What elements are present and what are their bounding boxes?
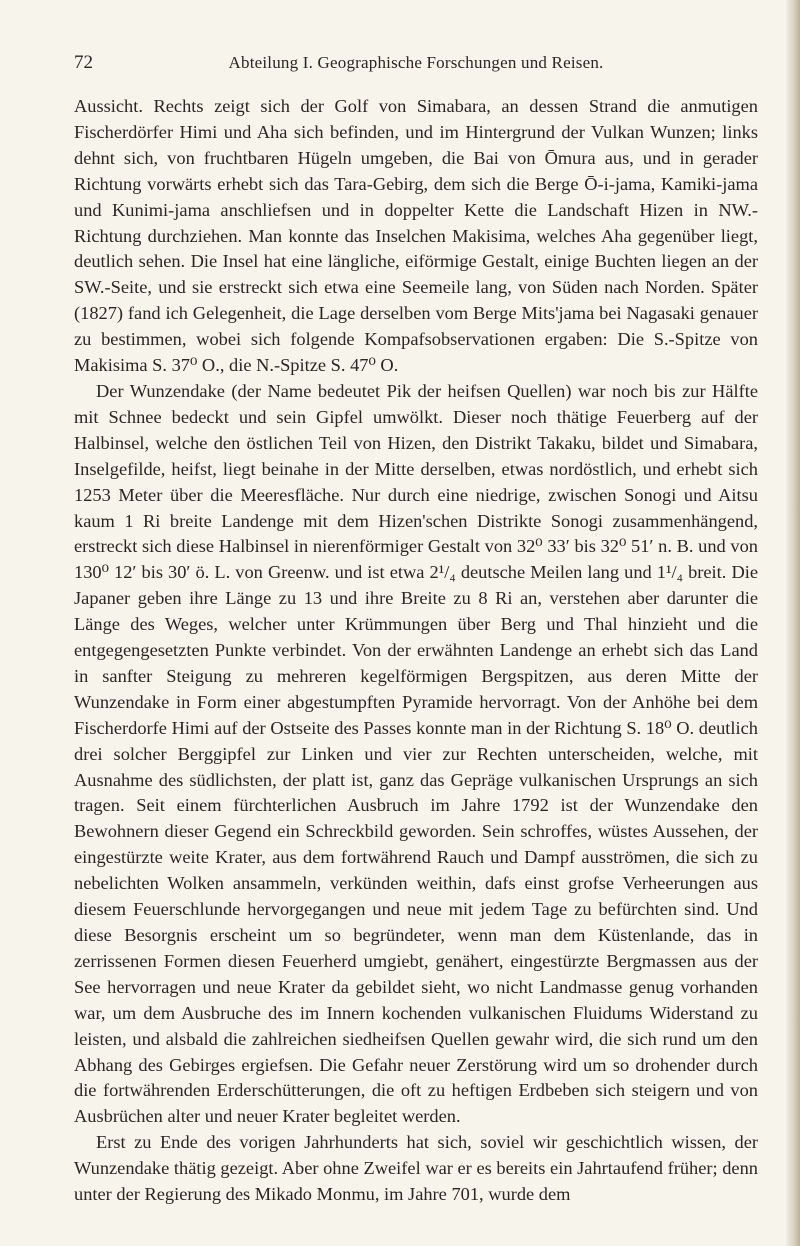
paragraph-continued: Aussicht. Rechts zeigt sich der Golf von Simabara, an dessen Strand die anmutigen Fischerdörfer Himi und Aha sich befinden, und im Hintergrund der Vulkan Wunzen; links dehnt sich, von fruchtbaren Hügeln umgeben, die Bai von Ōmura aus, und in gerader Richtung vorwärts erhebt sich das Tara-Gebirg, dem sich die Berge Ō-i-jama, Kamiki-jama und Kunimi-jama anschliefsen und in doppelter Kette die Landschaft Hizen in NW.-Richtung durchziehen. Man konnte das Inselchen Makisima, welches Aha gegenüber liegt, deutlich sehen. Die Insel hat eine längliche, eiförmige Gestalt, einige Buchten liegen an der SW.-Seite, und sie erstreckt sich etwa eine Seemeile lang, von Süden nach Norden. Später (1827) fand ich Gelegenheit, die Lage derselben vom Berge Mits'jama bei Nagasaki genauer zu bestimmen, wobei sich folgende Kompafsobservationen ergaben: Die S.-Spitze von Makisima S. 37⁰ O., die N.-Spitze S. 47⁰ O. [74, 96, 758, 376]
book-page [74, 52, 758, 1208]
paragraph-wunzendake: Der Wunzendake (der Name bedeutet Pik der heifsen Quellen) war noch bis zur Hälfte mit Schnee bedeckt und sein Gipfel umwölkt. Dieser noch thätige Feuerberg auf der Halbinsel, welche den östlichen Teil von Hizen, den Distrikt Takaku, bildet und Simabara, Inselgefilde, heifst, liegt beinahe in der Mitte derselben, etwas nordöstlich, und erhebt sich 1253 Meter über die Meeresfläche. Nur durch eine niedrige, zwischen Sonogi und Aitsu kaum 1 Ri breite Landenge mit dem Hizen'schen Distrikte Sonogi zusammenhängend, erstreckt sich diese Halbinsel in nierenförmiger Gestalt von 32⁰ 33′ bis 32⁰ 51′ n. B. und von 130⁰ 12′ bis 30′ ö. L. von Greenw. und ist etwa 2¹/₄ deutsche Meilen lang und 1¹/₄ breit. Die Japaner geben ihre Länge zu 13 und ihre Breite zu 8 Ri an, verstehen aber darunter die Länge des Weges, welcher unter Krümmungen über Berg und Thal hinzieht und die entgegengesetzten Punkte verbindet. Von der erwähnten Landenge an erhebt sich das Land in sanfter Steigung zu mehreren kegelförmigen Bergspitzen, aus deren Mitte der Wunzendake in Form einer abgestumpften Pyramide hervorragt. Von der Anhöhe bei dem Fischerdorfe Himi auf der Ostseite des Passes konnte man in der Richtung S. 18⁰ O. deutlich drei solcher Berggipfel zur Linken und vier zur Rechten unterscheiden, welche, mit Ausnahme des südlichsten, der platt ist, ganz das Gepräge vulkanischen Ursprungs an sich tragen. Seit einem fürchterlichen Ausbruch im Jahre 1792 ist der Wunzendake den Bewohnern dieser Gegend ein Schreckbild geworden. Sein schroffes, wüstes Aussehen, der eingestürzte weite Krater, aus dem fortwährend Rauch und Dampf ausströmen, die sich zu nebelichten Wolken ansammeln, verkünden weithin, dafs einst grofse Verheerungen aus diesem Feuerschlunde hervorgegangen und neue mit jedem Tage zu befürchten sind. Und diese Besorgnis erscheint um so begründeter, wenn man dem Küstenlande, das in zerrissenen Formen diesen Feuerherd umgiebt, genähert, eingestürzte Bergmassen aus der See hervorragen und neue Krater da gebildet sieht, wo nicht Landmasse genug vorhanden war, um dem Ausbruche des im Innern kochenden vulkanischen Fluidums Widerstand zu leisten, und alsbald die zahlreichen siedheifsen Quellen gewahr wird, die sich rund um den Abhang des Gebirges ergiefsen. Die Gefahr neuer Zerstörung wird um so drohender durch die fortwährenden Erderschütterungen, die oft zu heftigen Erdbeben sich steigern und von Ausbrüchen alter und neuer Krater begleitet werden. [74, 380, 758, 1127]
page-header [74, 52, 758, 80]
page-binding-edge [786, 0, 800, 1246]
paragraph-history: Erst zu Ende des vorigen Jahrhunderts hat sich, soviel wir geschichtlich wissen, der Wunzendake thätig gezeigt. Aber ohne Zweifel war er es bereits ein Jahrtaufend früher; denn unter der Regierung des Mikado Monmu, im Jahre 701, wurde dem [74, 1132, 758, 1205]
page-number: 72 [74, 52, 93, 73]
running-head: Abteilung I. Geographische Forschungen und Reisen. [228, 53, 604, 72]
body-text [74, 94, 758, 1208]
